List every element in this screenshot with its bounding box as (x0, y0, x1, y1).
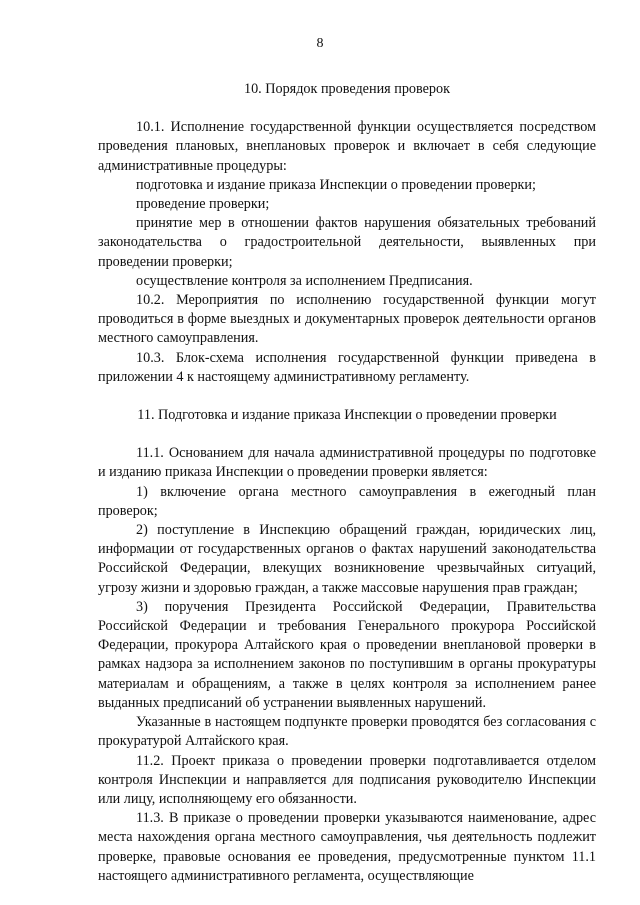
paragraph-10-3: 10.3. Блок-схема исполнения государственной функции приведена в приложении 4 к настоящему административному регламенту. (98, 349, 596, 385)
section-11-title: 11. Подготовка и издание приказа Инспекции о проведении проверки (137, 407, 557, 424)
list-item: осуществление контроля за исполнением Предписания. (136, 272, 473, 289)
section-10-title: 10. Порядок проведения проверок (243, 81, 451, 97)
paragraph-11-2: 11.2. Проект приказа о проведении проверки подготавливается отделом контроля Инспекции и направляется для подписания руководителю Инспекции или лицу, исполняющему его обязанности. (98, 752, 596, 807)
spacer (98, 425, 596, 444)
page-number: 8 (316, 36, 324, 51)
paragraph-10-1: 10.1. Исполнение государственной функции осуществляется посредством проведения плановых, внеплановых проверок и включает в себя следующие административные процедуры: (98, 119, 596, 174)
paragraph-10-2: 10.2. Мероприятия по исполнению государственной функции могут проводиться в форме выездных и документарных проверок деятельности органов местного самоуправления. (98, 292, 596, 347)
list-item: 2) поступление в Инспекцию обращений граждан, юридических лиц, информации от государственных органов о фактах нарушений законодательства Российской Федерации, влекущих возникновение чрезвычайных ситуаций, угрозу жизни и здоровью граждан, а также массовые нарушения прав граждан; (98, 522, 596, 596)
paragraph-11-3: 11.3. В приказе о проведении проверки указываются наименование, адрес места нахождения органа местного самоуправления, чья деятельность подлежит проверке, правовые основания ее проведения, предусмотренные пунктом 11.1 настоящего административного регламента, осуществляющие (98, 810, 596, 884)
list-item: принятие мер в отношении фактов нарушения обязательных требований законодательства о градостроительной деятельности, выявленных при проведении проверки; (98, 215, 596, 270)
list-item: 1) включение органа местного самоуправления в ежегодный план проверок; (98, 483, 596, 519)
document-body (98, 80, 596, 886)
paragraph-11-1: 11.1. Основанием для начала административной процедуры по подготовке и изданию приказа Инспекции о проведении проверки является: (98, 445, 596, 481)
list-item: проведение проверки; (136, 196, 270, 213)
paragraph-note: Указанные в настоящем подпункте проверки проводятся без согласования с прокуратурой Алтайского края. (98, 714, 596, 750)
list-item: подготовка и издание приказа Инспекции о проведении проверки; (136, 176, 536, 193)
list-item: 3) поручения Президента Российской Федерации, Правительства Российской Федерации и требования Генерального прокурора Российской Федерации, прокурора Алтайского края о проведении внеплановой проверки в рамках надзора за исполнением законов по поступившим в органы прокуратуры материалам и обращениям, а также в целях контроля за исполнением ранее выданных предписаний об устранении выявленных нарушений. (98, 598, 596, 711)
spacer (98, 387, 596, 406)
spacer (98, 99, 596, 118)
